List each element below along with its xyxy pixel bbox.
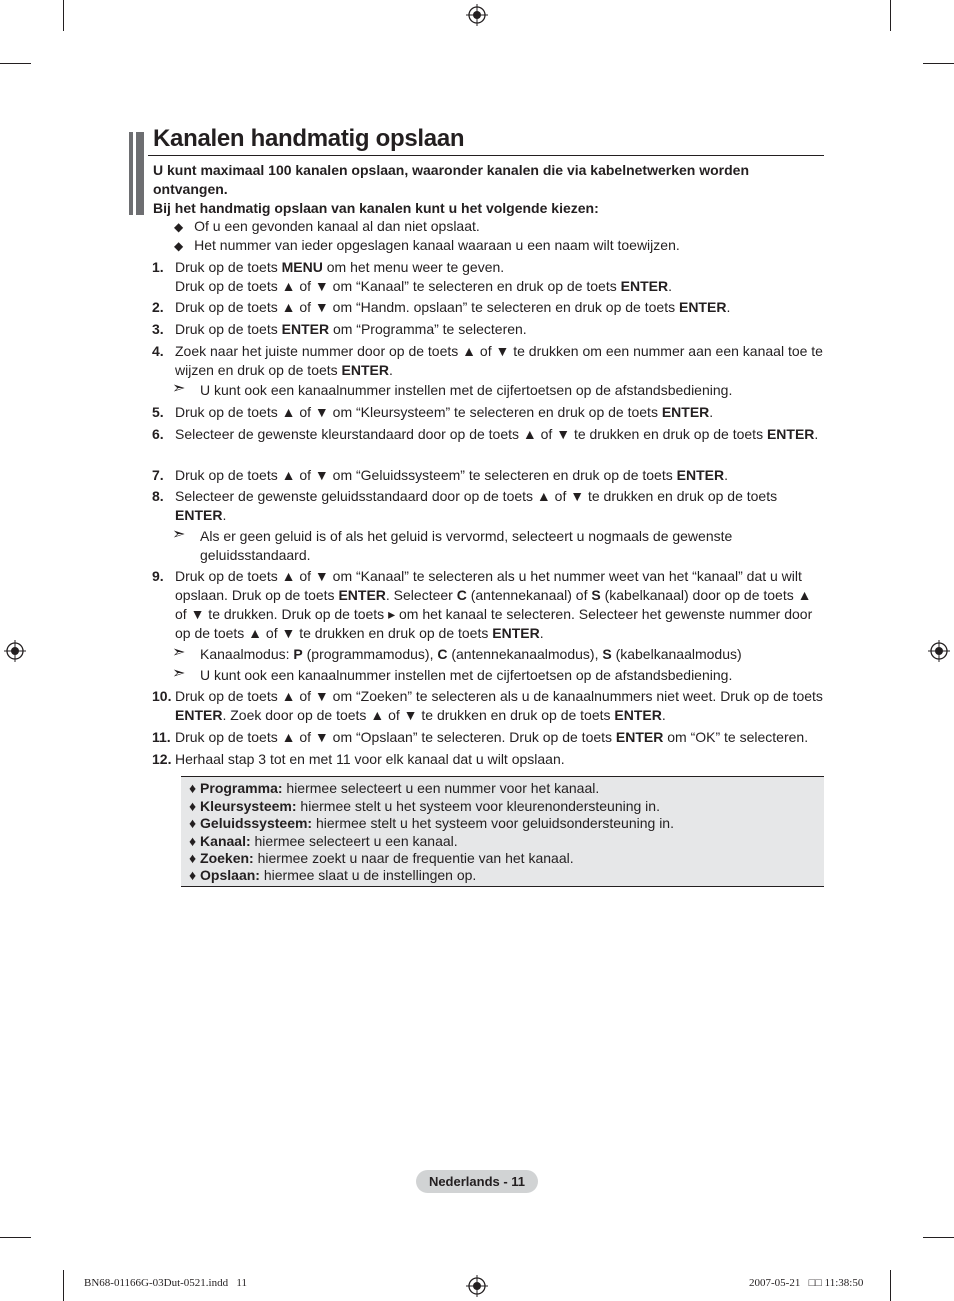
registration-mark-icon bbox=[4, 640, 26, 662]
step-text bbox=[175, 342, 825, 380]
info-term: Zoeken: bbox=[200, 850, 254, 866]
text-run: (kabelkanaalmodus) bbox=[611, 646, 742, 662]
text-run: om “OK” te selecteren. bbox=[663, 729, 809, 745]
step-number: 4. bbox=[152, 343, 164, 359]
key-label: MENU bbox=[281, 259, 323, 275]
text-run: Zoek naar het juiste nummer door op de toets ▲ of ▼ te drukken om een nummer aan een kanaal toe te wijzen en druk op de toets bbox=[175, 343, 823, 378]
info-item bbox=[189, 833, 458, 851]
key-label: ENTER bbox=[678, 299, 727, 315]
step-text bbox=[175, 728, 825, 747]
text-run: . bbox=[222, 507, 227, 523]
step-text bbox=[175, 487, 825, 525]
note-arrow-icon: ➣ bbox=[172, 380, 186, 397]
info-bullet-icon: ♦ bbox=[189, 833, 197, 849]
info-item bbox=[189, 780, 599, 798]
info-box bbox=[181, 776, 824, 887]
registration-mark-icon bbox=[928, 640, 950, 662]
key-label: ENTER bbox=[175, 707, 223, 723]
key-label: C bbox=[456, 587, 467, 603]
text-run: . bbox=[726, 299, 731, 315]
intro-line: Bij het handmatig opslaan van kanalen kunt u het volgende kiezen: bbox=[153, 200, 599, 216]
text-run: Druk op de toets ▲ of ▼ om “Opslaan” te selecteren. Druk op de toets bbox=[175, 729, 616, 745]
info-desc: hiermee zoekt u naar de frequentie van het kanaal. bbox=[253, 850, 574, 866]
crop-mark bbox=[63, 1270, 64, 1301]
text-run: om “Programma” te selecteren. bbox=[329, 321, 527, 337]
note-text: Als er geen geluid is of als het geluid is vervormd, selecteert u nogmaals de gewenste geluidsstandaard. bbox=[200, 528, 733, 563]
key-label: ENTER bbox=[338, 587, 386, 603]
note-text: U kunt ook een kanaalnummer instellen met de cijfertoetsen op de afstandsbediening. bbox=[200, 667, 733, 683]
key-label: ENTER bbox=[492, 625, 540, 641]
step-number: 8. bbox=[152, 488, 164, 504]
info-item bbox=[189, 850, 574, 868]
text-run: . bbox=[539, 625, 544, 641]
key-label: ENTER bbox=[614, 707, 662, 723]
text-run: Druk op de toets ▲ of ▼ om “Kanaal” te selecteren als u het nummer weet van het “kanaal” dat u wilt opslaan. Druk op de toets bbox=[175, 568, 802, 603]
key-label: P bbox=[293, 646, 303, 662]
diamond-icon: ◆ bbox=[174, 220, 184, 234]
step-number: 11. bbox=[152, 729, 171, 745]
step-text bbox=[175, 750, 825, 769]
registration-mark-icon bbox=[466, 1275, 488, 1297]
text-run: Druk op de toets ▲ of ▼ om “Zoeken” te selecteren als u de kanaalnummers niet weet. Druk op de toets bbox=[175, 688, 823, 704]
note-text: U kunt ook een kanaalnummer instellen met de cijfertoetsen op de afstandsbediening. bbox=[200, 382, 733, 398]
crop-mark bbox=[890, 0, 891, 31]
info-term: Opslaan: bbox=[200, 867, 260, 883]
note-arrow-icon: ➣ bbox=[172, 526, 186, 543]
text-run: . Zoek door op de toets ▲ of ▼ te drukken en druk op de toets bbox=[222, 707, 615, 723]
text-run: Herhaal stap 3 tot en met 11 voor elk kanaal dat u wilt opslaan. bbox=[175, 751, 565, 767]
step-number: 7. bbox=[152, 467, 164, 483]
step-text bbox=[175, 258, 825, 296]
crop-mark bbox=[890, 1270, 891, 1301]
key-label: ENTER bbox=[281, 321, 330, 337]
key-label: ENTER bbox=[175, 507, 223, 523]
crop-mark bbox=[0, 1237, 31, 1238]
step-number: 9. bbox=[152, 568, 164, 584]
text-run: Selecteer de gewenste kleurstandaard door op de toets ▲ of ▼ te drukken en druk op de toets bbox=[175, 426, 767, 442]
key-label: ENTER bbox=[615, 729, 664, 745]
crop-mark bbox=[923, 1237, 954, 1238]
text-run: Druk op de toets bbox=[175, 259, 282, 275]
title-accent-bar bbox=[129, 132, 133, 215]
step-text bbox=[175, 320, 825, 339]
info-bullet-icon: ♦ bbox=[189, 867, 197, 883]
info-item bbox=[189, 798, 660, 816]
info-bullet-icon: ♦ bbox=[189, 815, 197, 831]
bullet-item bbox=[174, 236, 680, 256]
info-desc: hiermee slaat u de instellingen op. bbox=[259, 867, 477, 883]
title-divider bbox=[148, 155, 824, 156]
bullet-text: Of u een gevonden kanaal al dan niet opslaat. bbox=[194, 218, 480, 234]
step-number: 5. bbox=[152, 404, 164, 420]
step-number: 12. bbox=[152, 751, 172, 767]
info-term: Geluidssysteem: bbox=[200, 815, 313, 831]
text-run: Selecteer de gewenste geluidsstandaard door op de toets ▲ of ▼ te drukken en druk op de toets bbox=[175, 488, 778, 504]
text-run: . Selecteer bbox=[385, 587, 457, 603]
info-term: Kanaal: bbox=[200, 833, 251, 849]
key-label: ENTER bbox=[341, 362, 389, 378]
text-run: Kanaalmodus: bbox=[200, 646, 294, 662]
info-desc: hiermee stelt u het systeem voor kleurenondersteuning in. bbox=[296, 798, 660, 814]
key-label: ENTER bbox=[620, 278, 669, 294]
note-arrow-icon: ➣ bbox=[172, 665, 186, 682]
text-run: (antennekanaalmodus), bbox=[447, 646, 603, 662]
key-label: ENTER bbox=[676, 467, 725, 483]
text-run: om het menu weer te geven. bbox=[322, 259, 505, 275]
intro-line: U kunt maximaal 100 kanalen opslaan, waaronder kanalen die via kabelnetwerken worden ontvangen. bbox=[153, 162, 750, 197]
info-item bbox=[189, 815, 674, 833]
text-run: Druk op de toets ▲ of ▼ om “Kanaal” te selecteren en druk op de toets bbox=[175, 278, 621, 294]
step-text bbox=[175, 466, 825, 485]
text-run: . bbox=[709, 404, 714, 420]
step-number: 2. bbox=[152, 299, 164, 315]
text-run: Druk op de toets ▲ of ▼ om “Kleursysteem” te selecteren en druk op de toets bbox=[175, 404, 662, 420]
text-run: . bbox=[389, 362, 393, 378]
info-item bbox=[189, 867, 476, 885]
text-run: . bbox=[668, 278, 672, 294]
key-label: S bbox=[602, 646, 612, 662]
step-text bbox=[175, 687, 825, 725]
print-slug-file: BN68-01166G-03Dut-0521.indd 11 bbox=[84, 1277, 247, 1289]
text-run: Druk op de toets ▲ of ▼ om “Geluidssysteem” te selecteren en druk op de toets bbox=[175, 467, 677, 483]
page-title: Kanalen handmatig opslaan bbox=[153, 125, 465, 152]
text-run: Druk op de toets ▲ of ▼ om “Handm. opslaan” te selecteren en druk op de toets bbox=[175, 299, 679, 315]
key-label: S bbox=[591, 587, 601, 603]
print-slug-date: 2007-05-21 □□ 11:38:50 bbox=[749, 1277, 864, 1289]
title-accent-bar bbox=[136, 132, 144, 215]
text-run: (kabelkanaal) door op de toets ▲ of ▼ te drukken. Druk op de toets ▸ om het kanaal te selecteren. Selecteer het gewenste nummer door op de toets ▲ of ▼ te drukken en druk op de toets bbox=[175, 587, 813, 641]
info-bullet-icon: ♦ bbox=[189, 850, 197, 866]
info-desc: hiermee selecteert u een kanaal. bbox=[250, 833, 458, 849]
bullet-item bbox=[174, 217, 480, 237]
diamond-icon: ◆ bbox=[174, 239, 184, 253]
registration-mark-icon bbox=[466, 4, 488, 26]
note-arrow-icon: ➣ bbox=[172, 644, 186, 661]
step-text bbox=[175, 403, 825, 422]
text-run: Druk op de toets bbox=[175, 321, 282, 337]
info-term: Programma: bbox=[200, 780, 283, 796]
text-run: . bbox=[661, 707, 666, 723]
crop-mark bbox=[0, 63, 31, 64]
step-number: 10. bbox=[152, 688, 172, 704]
step-text bbox=[175, 425, 825, 444]
step-number: 3. bbox=[152, 321, 164, 337]
step-text bbox=[175, 567, 825, 643]
info-desc: hiermee stelt u het systeem voor geluidsondersteuning in. bbox=[312, 815, 674, 831]
page-number-badge: Nederlands - 11 bbox=[416, 1170, 538, 1193]
info-bullet-icon: ♦ bbox=[189, 798, 197, 814]
step-number: 1. bbox=[152, 259, 164, 275]
step-number: 6. bbox=[152, 426, 164, 442]
note-text bbox=[200, 645, 820, 664]
info-desc: hiermee selecteert u een nummer voor het kanaal. bbox=[282, 780, 600, 796]
info-bullet-icon: ♦ bbox=[189, 780, 197, 796]
key-label: C bbox=[437, 646, 448, 662]
text-run: . bbox=[724, 467, 728, 483]
key-label: ENTER bbox=[661, 404, 710, 420]
crop-mark bbox=[923, 63, 954, 64]
step-text bbox=[175, 298, 825, 317]
bullet-text: Het nummer van ieder opgeslagen kanaal waaraan u een naam wilt toewijzen. bbox=[194, 237, 680, 253]
key-label: ENTER bbox=[766, 426, 815, 442]
text-run: . bbox=[814, 426, 819, 442]
intro-text bbox=[153, 161, 823, 218]
text-run: (antennekanaal) of bbox=[466, 587, 592, 603]
info-term: Kleursysteem: bbox=[200, 798, 297, 814]
text-run: (programmamodus), bbox=[302, 646, 438, 662]
crop-mark bbox=[63, 0, 64, 31]
